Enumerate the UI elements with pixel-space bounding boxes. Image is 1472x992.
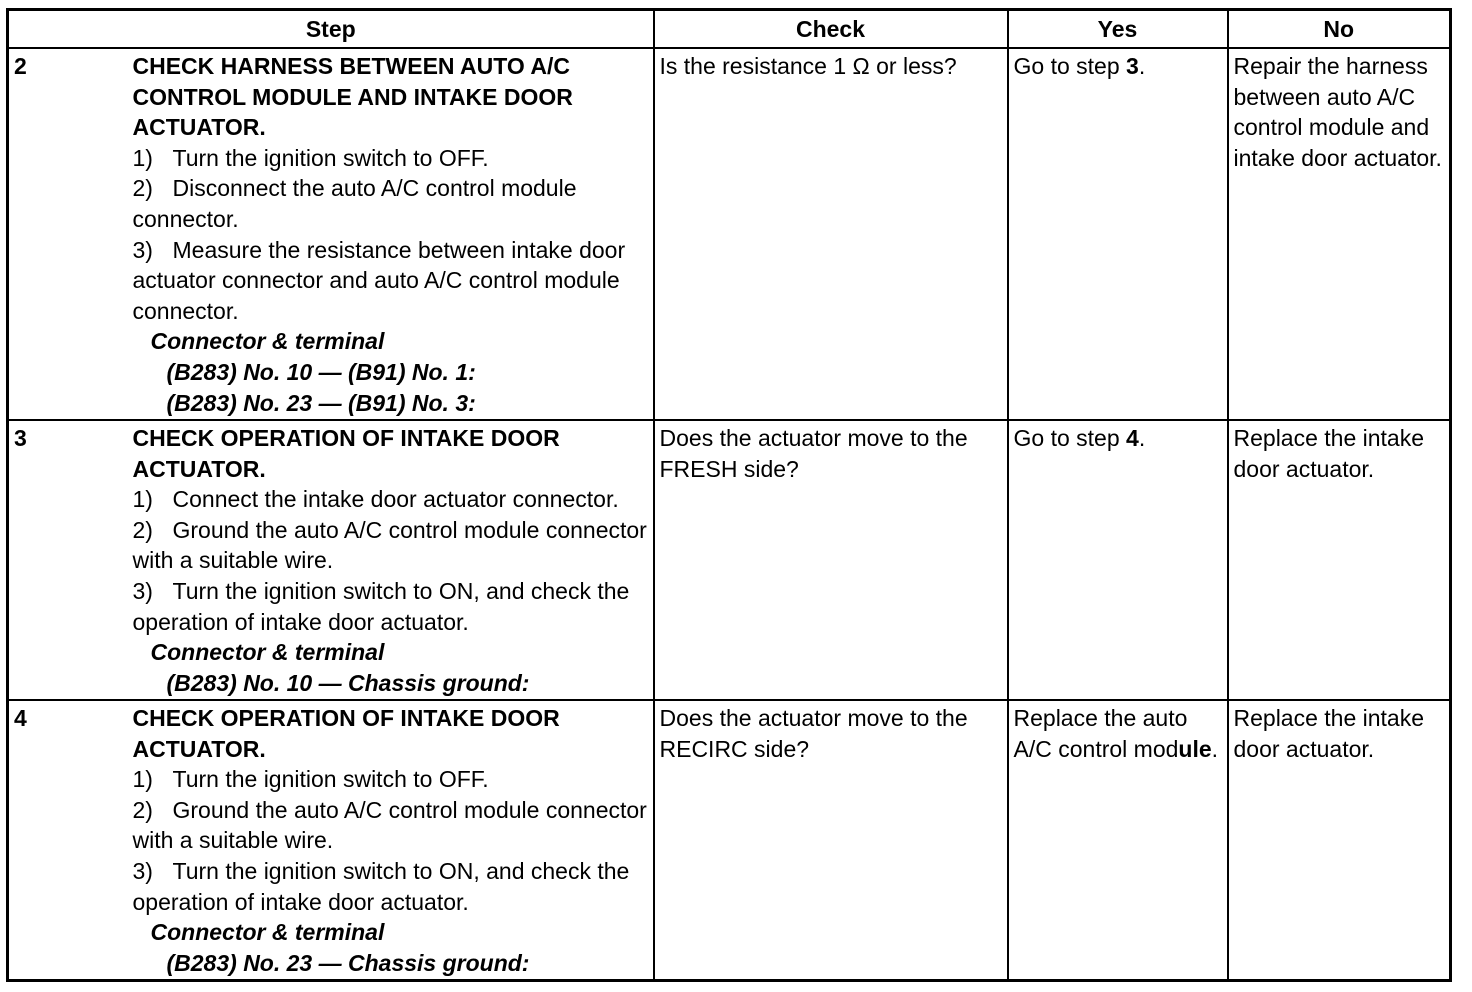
header-no: No <box>1228 10 1451 49</box>
substep: 2) Disconnect the auto A/C control module connector. <box>132 175 577 232</box>
table-row <box>8 420 1451 700</box>
yes-cell: Replace the auto A/C control module. <box>1008 700 1228 980</box>
connector-label: Connector & terminal <box>150 328 385 355</box>
header-step: Step <box>8 10 654 49</box>
check-cell: Does the actuator move to the RECIRC side? <box>654 700 1008 980</box>
check-cell: Does the actuator move to the FRESH side? <box>654 420 1008 700</box>
header-yes: Yes <box>1008 10 1228 49</box>
step-title: CHECK OPERATION OF INTAKE DOOR ACTUATOR. <box>132 425 560 482</box>
yes-cell: Go to step 4. <box>1008 420 1228 700</box>
connector-label: Connector & terminal <box>150 919 385 946</box>
substep: 2) Ground the auto A/C control module connector with a suitable wire. <box>132 796 647 854</box>
step-description <box>128 48 654 420</box>
connector-label: Connector & terminal <box>150 639 385 666</box>
no-cell: Replace the intake door actuator. <box>1228 420 1451 700</box>
header-row <box>8 10 1451 49</box>
substep: 3) Measure the resistance between intake door actuator connector and auto A/C control module connector. <box>132 236 626 324</box>
substep: 1) Connect the intake door actuator connector. <box>132 486 619 513</box>
step-number: 3 <box>8 420 128 700</box>
substep: 3) Turn the ignition switch to ON, and check the operation of intake door actuator. <box>132 857 630 915</box>
connector-line: (B283) No. 10 — Chassis ground: <box>166 669 530 696</box>
step-number: 2 <box>8 48 128 420</box>
no-cell: Repair the harness between auto A/C control module and intake door actuator. <box>1228 48 1451 420</box>
substep: 1) Turn the ignition switch to OFF. <box>132 144 489 171</box>
step-number: 4 <box>8 700 128 980</box>
diagnostic-table <box>6 8 1452 982</box>
connector-line: (B283) No. 23 — (B91) No. 3: <box>166 389 476 416</box>
connector-line: (B283) No. 23 — Chassis ground: <box>166 949 530 976</box>
header-check: Check <box>654 10 1008 49</box>
substep: 2) Ground the auto A/C control module connector with a suitable wire. <box>132 516 647 574</box>
substep: 1) Turn the ignition switch to OFF. <box>132 766 489 793</box>
step-title: CHECK OPERATION OF INTAKE DOOR ACTUATOR. <box>132 705 560 762</box>
no-cell: Replace the intake door actuator. <box>1228 700 1451 980</box>
table-row <box>8 48 1451 420</box>
table-row <box>8 700 1451 980</box>
yes-cell: Go to step 3. <box>1008 48 1228 420</box>
connector-line: (B283) No. 10 — (B91) No. 1: <box>166 358 476 385</box>
step-description <box>128 700 654 980</box>
step-title: CHECK HARNESS BETWEEN AUTO A/C CONTROL MODULE AND INTAKE DOOR ACTUATOR. <box>132 53 573 141</box>
step-description <box>128 420 654 700</box>
check-cell: Is the resistance 1 Ω or less? <box>654 48 1008 420</box>
substep: 3) Turn the ignition switch to ON, and check the operation of intake door actuator. <box>132 577 630 635</box>
